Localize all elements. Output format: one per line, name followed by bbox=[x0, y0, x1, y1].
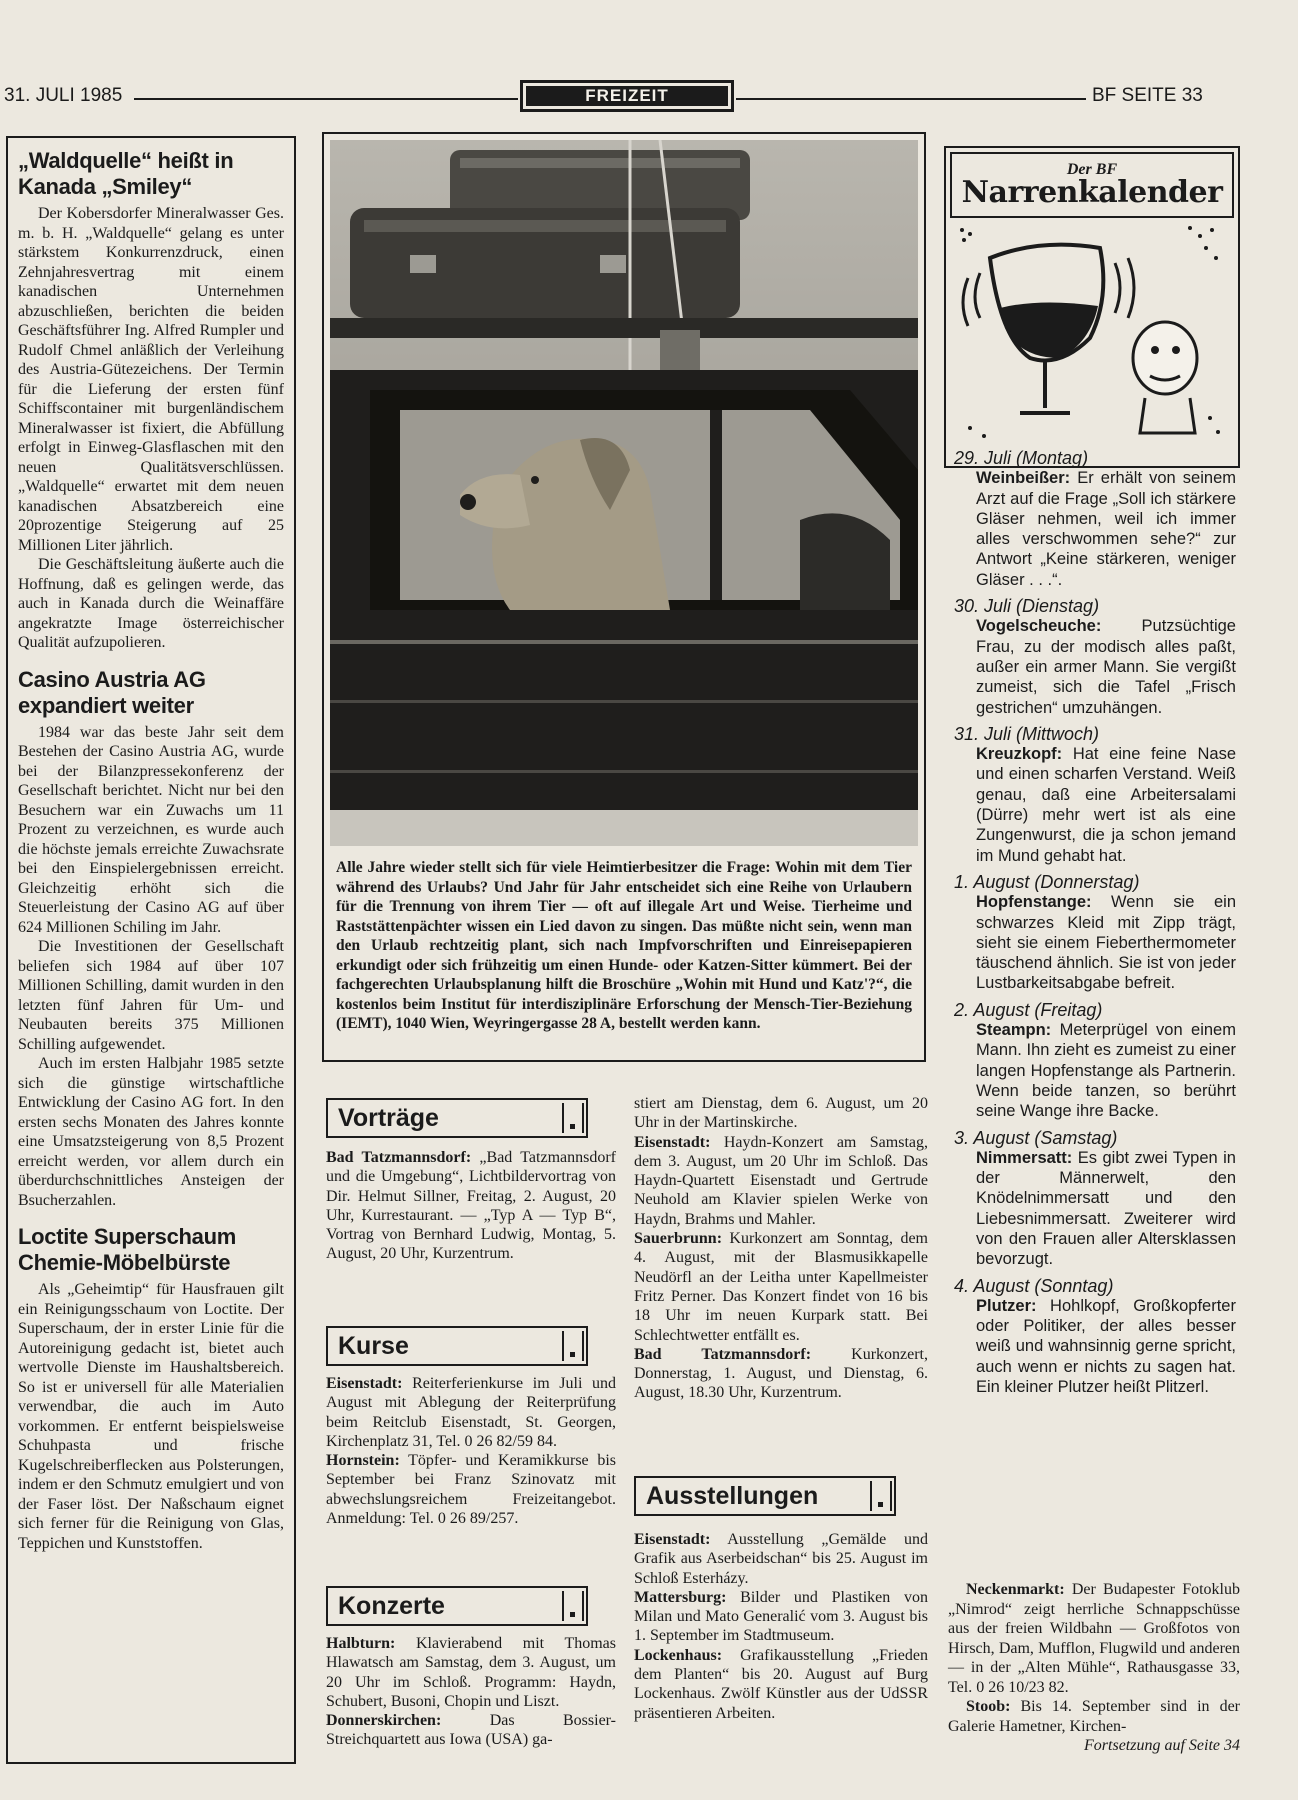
page-number: BF SEITE 33 bbox=[1092, 85, 1203, 106]
entry-date: 29. Juli (Montag) bbox=[954, 448, 1089, 468]
list-item: Neckenmarkt: Der Budapester Fotoklub „Nimrod“ zeigt herrliche Schnappschüsse aus der freien Wildbahn — Großfotos von Hirsch, Dam, Mufflon, Flugwild und anderen — in der „Alten Mühle“, Rathausgasse 33, Tel. 0 26 10/23 82. bbox=[948, 1581, 1240, 1696]
calendar-entry bbox=[954, 1276, 1236, 1398]
rubric-kurse bbox=[326, 1326, 588, 1366]
narrenkalender bbox=[944, 146, 1240, 468]
pointing-hand-icon bbox=[562, 1331, 584, 1361]
rubric-vortraege bbox=[326, 1098, 588, 1138]
ausstellungen-continued bbox=[948, 1580, 1240, 1756]
bf-logo: BF bbox=[1095, 160, 1118, 178]
entry-date: 30. Juli (Dienstag) bbox=[954, 596, 1100, 617]
entry-date: 1. August (Donnerstag) bbox=[954, 871, 1140, 892]
calendar-entry bbox=[954, 596, 1236, 718]
article-headline: „Waldquelle“ heißt in Kanada „Smiley“ bbox=[18, 148, 234, 199]
list-item-continued: stiert am Dienstag, dem 6. August, um 20 Uhr in der Martinskirche. bbox=[634, 1095, 928, 1132]
list-item: Donnerskirchen: Das Bossier-Streichquartett aus Iowa (USA) ga- bbox=[326, 1712, 616, 1749]
list-item: Eisenstadt: Reiterferienkurse im Juli und August mit Ablegung der Reiterprüfung beim Reitclub Eisenstadt, St. Georgen, Kirchenplatz 31, Tel. 0 26 82/59 84. bbox=[326, 1375, 617, 1450]
article-paragraph: 1984 war das beste Jahr seit dem Bestehen der Casino Austria AG, wurde bei der Bilanzpressekonferenz der Gesellschaft berichtet. Nicht nur bei den Besuchern war ein Zuwachs um 11 Prozent zu verzeichnen, es wurde auch die höchste jemals erreichte Zuwachsrate bei den Einspielergebnissen erreicht. Gleichzeitig erhöht sich die Steuerleistung der Casino AG auf über 624 Millionen Schiling im Jahr. bbox=[18, 723, 284, 936]
article-paragraph: Die Investitionen der Gesellschaft beliefen sich 1984 auf über 107 Millionen Schilling, damit wurden in den letzten fünf Jahren für Um- und Neubauten bereits 375 Millionen Schilling aufgewendet. bbox=[18, 938, 284, 1053]
list-item: Lockenhaus: Grafikausstellung „Frieden dem Planten“ bis 20. August auf Burg Lockenhaus. Zwölf Künstler aus der UdSSR präsentieren Arbeiten. bbox=[634, 1646, 928, 1722]
section-label: FREIZEIT bbox=[526, 86, 728, 106]
article-paragraph: Der Kobersdorfer Mineralwasser Ges. m. b. H. „Waldquelle“ gelang es unter stärkstem Konkurrenzdruck, einen Zehnjahresvertrag mit einem kanadischen Unternehmen abzuschließen, berichten die beiden Geschäftsführer Ing. Alfred Rumpler und Rudolf Chmel anläßlich der Verleihung des Austria-Gütezeichens. Der Termin für die Lieferung der ersten fünf Schiffscontainer mit burgenländischem Mineralwasser ist fixiert, die Abfüllung erfolgt in Einweg-Glasflaschen mit den neuen Qualitätsverschlüssen. „Waldquelle“ erwartet mit dem neuen kanadischen Absatzbereich eine 20prozentige Steigerung auf 25 Millionen Liter jährlich. bbox=[18, 205, 284, 554]
issue-date: 31. JULI 1985 bbox=[4, 85, 123, 106]
calendar-entry bbox=[954, 448, 1236, 590]
list-item: Bad Tatzmannsdorf: „Bad Tatzmannsdorf und die Umgebung“, Lichtbildervortrag von Dir. Helmut Sillner, Freitag, 2. August, 20 Uhr, Kurrestaurant. — „Typ A — Typ B“, Vortrag von Bernhard Ludwig, Montag, 5. August, 20 Uhr, Kurzentrum. bbox=[326, 1149, 616, 1263]
rubric-konzerte bbox=[326, 1586, 588, 1626]
article-casino bbox=[18, 667, 284, 1211]
left-column bbox=[6, 136, 296, 1764]
article-paragraph: Die Geschäftsleitung äußerte auch die Hoffnung, daß es gelingen werde, das auch in Kanada durch die Weinaffäre angekratzte Image österreichischer Qualität aufzupolieren. bbox=[18, 556, 284, 651]
entry-body: Kreuzkopf: Hat eine feine Nase und einen scharfen Verstand. Weiß genau, daß eine Arbeitersalami (Dürre) mehr wert ist als eine Zungenwurst, die ja schon jemand im Mund gehabt hat. bbox=[976, 745, 1236, 865]
calendar-title bbox=[950, 152, 1234, 218]
ausstellungen-list bbox=[634, 1530, 928, 1723]
header-rule-right bbox=[736, 98, 1086, 100]
article-paragraph: Als „Geheimtip“ für Hausfrauen gilt ein Reinigungsschaum von Loctite. Der Superschaum, der in erster Linie für die Autoreinigung gedacht ist, bietet auch wertvolle Dienste im Haushaltsbereich. So ist er universell für alle Materialien verwendbar, die auch im Auto vorkommen. Er entfernt beispielsweise Schuhpasta und frische Kugelschreiberflecken aus Polsterungen, indem er den Schmutz emulgiert und von der Faser löst. Der Naßschaum eignet sich ferner für die Reinigung von Glas, Teppichen und Kunststoffen. bbox=[18, 1281, 284, 1552]
header-rule-left bbox=[134, 98, 518, 100]
article-headline: Casino Austria AG expandiert weiter bbox=[18, 666, 206, 718]
rubric-label: Ausstellungen bbox=[646, 1481, 819, 1510]
list-item: Hornstein: Töpfer- und Keramikkurse bis September bei Franz Szinovatz mit abwechslungsreichem Freizeitangebot. Anmeldung: Tel. 0 26 89/257. bbox=[326, 1452, 616, 1528]
list-item: Sauerbrunn: Kurkonzert am Sonntag, dem 4. August, mit der Blasmusikkapelle Neudörfl an der Leitha unter Kapellmeister Fritz Perner. Das Konzert findet von 16 bis 18 Uhr im neuen Kurpark statt. Bei Schlechtwetter entfällt es. bbox=[634, 1230, 928, 1344]
photo-box bbox=[322, 132, 926, 1062]
rubric-label: Kurse bbox=[338, 1331, 409, 1360]
article-waldquelle bbox=[18, 148, 284, 653]
photo-dog-in-car bbox=[330, 140, 918, 846]
rubric-label: Konzerte bbox=[338, 1591, 445, 1620]
calendar-entry bbox=[954, 1128, 1236, 1270]
entry-date: 4. August (Sonntag) bbox=[954, 1275, 1114, 1296]
calendar-title-main: Narrenkalender bbox=[961, 174, 1223, 210]
article-headline: Loctite Superschaum Chemie-Möbelbürste bbox=[18, 1224, 237, 1275]
list-item: Mattersburg: Bilder und Plastiken von Milan und Mato Generalić vom 3. August bis 1. September im Stadtmuseum. bbox=[634, 1588, 929, 1645]
entry-date: 2. August (Freitag) bbox=[954, 999, 1103, 1020]
section-label-box bbox=[520, 80, 734, 112]
entry-body: Steampn: Meterprügel von einem Mann. Ihn zieht es zumeist zu einer langen Hopfenstange als Partnerin. Wenn beide tanzen, so berührt seine Wange ihre Backe. bbox=[976, 1021, 1236, 1121]
photo-caption: Alle Jahre wieder stellt sich für viele Heimtierbesitzer die Frage: Wohin mit dem Tier während des Urlaubs? Und Jahr für Jahr entscheidet sich eine Reihe von Urlaubern für die Trennung von ihrem Tier — oft auf illegale Art und Weise. Tierheime und Raststättenpächter wissen ein Lied davon zu singen. Das müßte nicht sein, wenn man den Urlaub rechtzeitig plant, sich nach Impfvorschriften und Einreisepapieren erkundigt oder sich frühzeitig um einen Hunde- oder Katzen-Sitter kümmert. Bei der fachgerechten Urlaubsplanung hilft die Broschüre „Wohin mit Hund und Katz'?“, die kostenlos beim Institut für interdisziplinäre Erforschung der Mensch-Tier-Beziehung (IEMT), 1040 Wien, Weyringergasse 28 A, bestellt werden kann. bbox=[336, 859, 912, 1032]
pointing-hand-icon bbox=[562, 1103, 584, 1133]
calendar-entries bbox=[954, 442, 1236, 1397]
entry-body: Weinbeißer: Er erhält von seinem Arzt auf die Frage „Soll ich stärkere Gläser nehmen, weil ich immer alles verschwommen sehe?“ zur Antwort „Keine stärkeren, weniger Gläser . . .“. bbox=[976, 469, 1236, 589]
article-paragraph: Auch im ersten Halbjahr 1985 setzte sich die günstige wirtschaftliche Entwicklung der Casino AG fort. In den ersten sechs Monaten des Jahres konnte eine Umsatzsteigerung von 8,5 Prozent erreicht werden, vor allem durch ein überdurchschnittliches Ansteigen der Bsucherzahlen. bbox=[18, 1055, 284, 1209]
entry-date: 3. August (Samstag) bbox=[954, 1127, 1118, 1148]
wine-glass-cartoon-icon bbox=[950, 218, 1234, 454]
rubric-ausstellungen bbox=[634, 1476, 896, 1516]
list-item: Stoob: Bis 14. September sind in der Galerie Hametner, Kirchen- bbox=[948, 1698, 1241, 1735]
vortraege-list bbox=[326, 1148, 616, 1264]
entry-date: 31. Juli (Mittwoch) bbox=[954, 723, 1100, 744]
continued-note: Fortsetzung auf Seite 34 bbox=[1084, 1737, 1240, 1754]
calendar-entry bbox=[954, 1000, 1236, 1122]
entry-body: Plutzer: Hohlkopf, Großkopferter oder Politiker, der alles besser weiß und wahnsinnig gerne spricht, auch wenn er nichts zu sagen hat. Ein kleiner Plutzer heißt Plitzerl. bbox=[976, 1296, 1236, 1397]
article-loctite bbox=[18, 1224, 284, 1553]
pointing-hand-icon bbox=[562, 1591, 584, 1621]
entry-body: Hopfenstange: Wenn sie ein schwarzes Kleid mit Zipp trägt, sieht sie einem Fieberthermometer täuschend ähnlich. Sie ist von jeder Lustbarkeitsabgabe befreit. bbox=[976, 893, 1236, 993]
calendar-box bbox=[944, 146, 1240, 468]
entry-body: Vogelscheuche: Putzsüchtige Frau, zu der modisch alles paßt, außer ein armer Mann. Sie vergißt zumeist, sich die Tafel „Frisch gestrichen“ umzuhängen. bbox=[976, 617, 1236, 717]
konzerte-continued bbox=[634, 1094, 928, 1403]
list-item: Eisenstadt: Haydn-Konzert am Samstag, dem 3. August, um 20 Uhr im Schloß. Das Haydn-Quartett Eisenstadt und Gertrude Neuhold am Klavier spielen Werke von Haydn, Brahms und Mahler. bbox=[634, 1133, 928, 1228]
pointing-hand-icon bbox=[870, 1481, 892, 1511]
konzerte-list bbox=[326, 1634, 616, 1750]
kurse-list bbox=[326, 1374, 616, 1528]
entry-body: Nimmersatt: Es gibt zwei Typen in der Männerwelt, den Knödelnimmersatt und den Liebesnimmersatt. Zweiterer wird von den Frauen aller Altersklassen bevorzugt. bbox=[976, 1148, 1236, 1269]
calendar-title-prefix: Der BF bbox=[1066, 160, 1118, 178]
calendar-entry bbox=[954, 872, 1236, 994]
list-item: Halbturn: Klavierabend mit Thomas Hlawatsch am Samstag, dem 3. August, um 20 Uhr im Schloß. Programm: Haydn, Schubert, Busoni, Chopin und Liszt. bbox=[326, 1635, 616, 1710]
split-text-start: Das Bossier-Streichquartett aus Iowa (USA) ga- bbox=[326, 1712, 616, 1749]
rubric-label: Vorträge bbox=[338, 1103, 439, 1132]
calendar-entry bbox=[954, 724, 1236, 866]
list-item: Eisenstadt: Ausstellung „Gemälde und Grafik aus Aserbeidschan“ bis 25. August im Schloß Esterházy. bbox=[634, 1531, 928, 1587]
list-item: Bad Tatzmannsdorf: Kurkonzert, Donnerstag, 1. August, und Dienstag, 6. August, 18.30 Uhr, Kurzentrum. bbox=[634, 1345, 928, 1402]
